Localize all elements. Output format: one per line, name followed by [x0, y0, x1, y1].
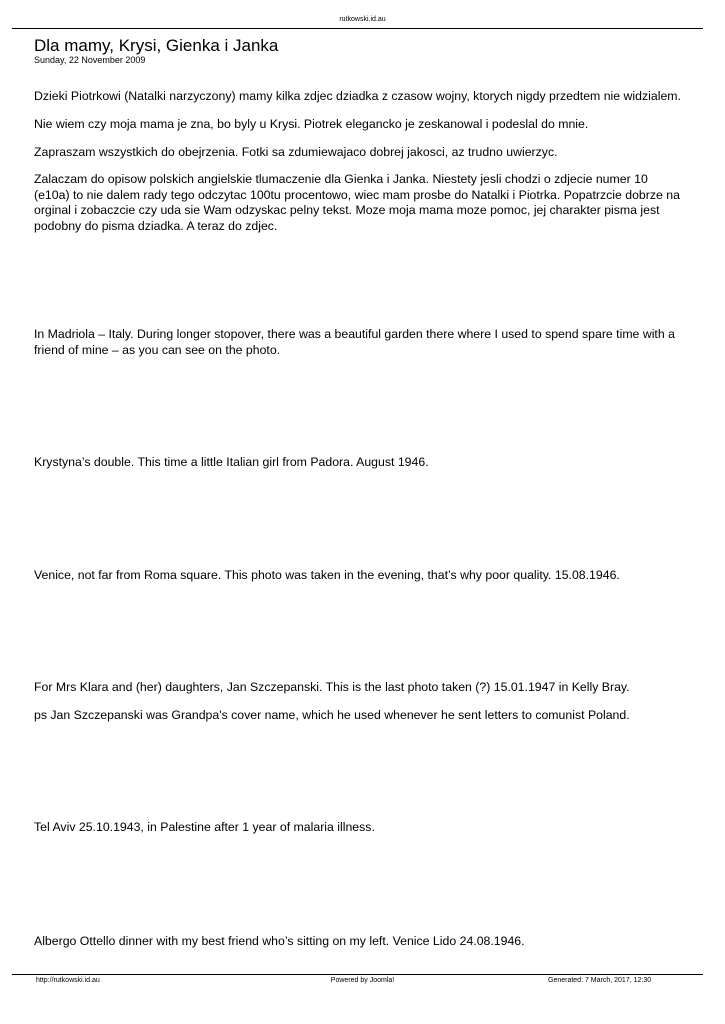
caption-tel-aviv: Tel Aviv 25.10.1943, in Palestine after 1 year of malaria illness. [34, 820, 375, 834]
footer-powered: Powered by Joomla! [330, 977, 395, 984]
header-divider [12, 28, 703, 29]
note-cover-name: ps Jan Szczepanski was Grandpa's cover name, which he used whenever he sent letters to comunist Poland. [34, 708, 630, 722]
paragraph-1: Dzieki Piotrkowi (Natalki narzyczony) mamy kilka zdjec dziadka z czasow wojny, ktorych nigdy przedtem nie widzialem. [34, 89, 681, 103]
caption-venice: Venice, not far from Roma square. This photo was taken in the evening, that’s why poor quality. 15.08.1946. [34, 568, 620, 582]
footer-generated: Generated: 7 March, 2017, 12:30 [548, 977, 652, 984]
site-header: rutkowski.id.au [339, 16, 386, 23]
caption-kelly-bray: For Mrs Klara and (her) daughters, Jan Szczepanski. This is the last photo taken (?) 15.01.1947 in Kelly Bray. [34, 680, 630, 694]
caption-madriola: In Madriola – Italy. During longer stopover, there was a beautiful garden there where I used to spend spare time with a friend of mine – as you can see on the photo. [34, 327, 675, 357]
paragraph-3: Zapraszam wszystkich do obejrzenia. Fotki sa zdumiewajaco dobrej jakosci, az trudno uwierzyc. [34, 145, 558, 159]
footer-url: http://rutkowski.id.au [36, 977, 100, 984]
paragraph-2: Nie wiem czy moja mama je zna, bo byly u Krysi. Piotrek elegancko je zeskanowal i podeslal do mnie. [34, 117, 589, 131]
paragraph-4: Zalaczam do opisow polskich angielskie tlumaczenie dla Gienka i Janka. Niestety jesli chodzi o zdjecie numer 10 (e10a) to nie dalem rady tego odczytac 100tu procentowo, wiec mam prosbe do Natalki i Piotrka. Popatrzcie dobrze na orginal i zobaczcie czy uda sie Wam odzyskac pelny tekst. Moze moja mama moze pomoc, jej charakter pisma jest podobny do pisma dziadka. A teraz do zdjec. [34, 172, 680, 233]
article-title: Dla mamy, Krysi, Gienka i Janka [34, 36, 279, 55]
caption-padora: Krystyna’s double. This time a little Italian girl from Padora. August 1946. [34, 455, 429, 469]
article-date: Sunday, 22 November 2009 [34, 55, 146, 65]
footer-divider [12, 974, 703, 975]
caption-venice-lido: Albergo Ottello dinner with my best friend who’s sitting on my left. Venice Lido 24.08.1946. [34, 934, 525, 948]
